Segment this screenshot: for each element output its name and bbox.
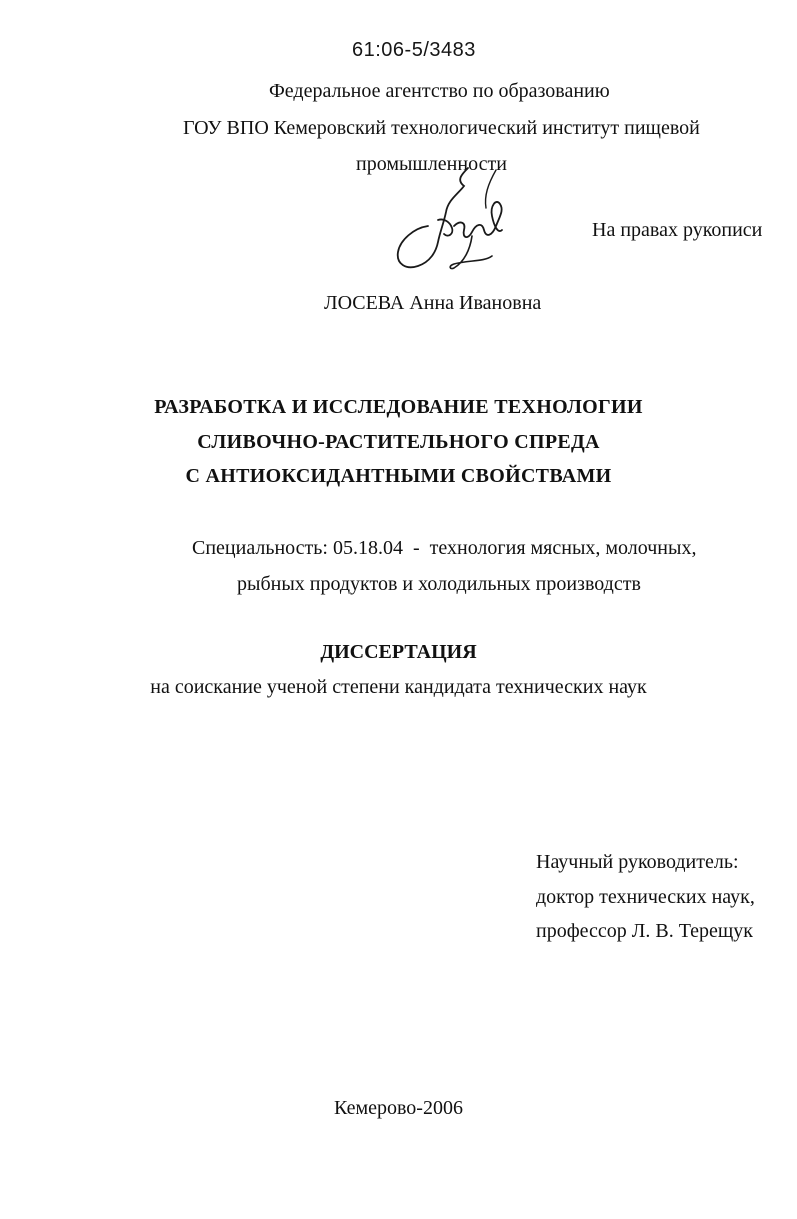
document-type-heading: ДИССЕРТАЦИЯ — [320, 641, 477, 663]
supervisor-name: профессор Л. В. Терещук — [536, 920, 754, 942]
title-line-1: РАЗРАБОТКА И ИССЛЕДОВАНИЕ ТЕХНОЛОГИИ — [154, 396, 643, 418]
specialty-line-2: рыбных продуктов и холодильных производств — [237, 573, 641, 595]
title-line-2: СЛИВОЧНО-РАСТИТЕЛЬНОГО СПРЕДА — [197, 431, 600, 453]
author-name: ЛОСЕВА Анна Ивановна — [324, 292, 542, 314]
specialty-line-1: Специальность: 05.18.04 - технология мясных, молочных, — [192, 537, 697, 559]
degree-description: на соискание ученой степени кандидата технических наук — [150, 676, 647, 698]
organization-line-2: ГОУ ВПО Кемеровский технологический институт пищевой — [183, 117, 700, 139]
organization-line-3: промышленности — [356, 153, 507, 175]
city-year: Кемерово-2006 — [334, 1097, 463, 1119]
organization-line-1: Федеральное агентство по образованию — [269, 80, 610, 102]
author-signature — [388, 160, 518, 280]
archive-code: 61:06-5/3483 — [352, 39, 476, 61]
supervisor-degree: доктор технических наук, — [536, 886, 755, 908]
manuscript-rights-note: На правах рукописи — [592, 219, 763, 241]
supervisor-label: Научный руководитель: — [536, 851, 739, 873]
title-line-3: С АНТИОКСИДАНТНЫМИ СВОЙСТВАМИ — [185, 465, 612, 487]
